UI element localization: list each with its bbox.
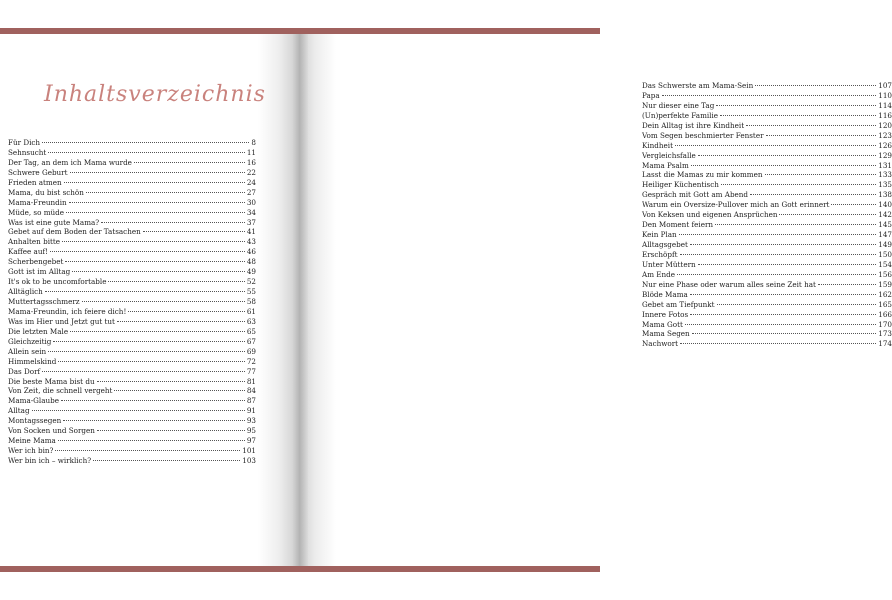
toc-entry-title: Innere Fotos [642,309,689,319]
toc-entry-page: 95 [246,426,256,436]
dot-leader [698,155,876,156]
toc-entry-page: 22 [246,167,256,177]
toc-entry-title: Mama-Glaube [8,396,59,406]
dot-leader [58,361,245,362]
dot-leader [55,450,240,451]
toc-entry-title: Sehnsucht [8,147,47,157]
toc-entry [642,260,892,270]
toc-entry-title: Nur dieser eine Tag [642,100,715,110]
toc-entry-title: Blöde Mama [642,289,688,299]
toc-entry-page: 154 [878,259,892,269]
dot-leader [114,390,244,391]
toc-entry-title: Vom Segen beschmierter Fenster [642,130,764,140]
toc-entry [8,178,256,188]
toc-entry-page: 135 [878,180,892,190]
dot-leader [108,281,244,282]
dot-leader [64,182,245,183]
toc-entry-page: 61 [246,306,256,316]
toc-entry [642,240,892,250]
dot-leader [69,202,245,203]
toc-entry-title: Gebet am Tiefpunkt [642,299,715,309]
toc-entry-page: 72 [246,356,256,366]
toc-entry-title: Allein sein [8,346,47,356]
toc-entry-page: 30 [246,197,256,207]
toc-entry-title: Mama-Freundin [8,197,67,207]
toc-entry-title: Gleichzeitig [8,336,52,346]
right-page [300,34,892,566]
toc-entry [642,300,892,310]
dot-leader [679,234,877,235]
dot-leader [45,291,245,292]
toc-entry-page: 87 [246,396,256,406]
dot-leader [50,251,245,252]
toc-entry-title: Mama Segen [642,329,690,339]
toc-entry-page: 48 [246,257,256,267]
toc-entry [8,237,256,247]
toc-entry-page: 110 [878,90,892,100]
toc-entry-page: 103 [242,456,256,465]
dot-leader [86,192,245,193]
dot-leader [750,194,876,195]
toc-entry [642,220,892,230]
dot-leader [42,371,245,372]
toc-entry [642,200,892,210]
dot-leader [690,294,876,295]
dot-leader [48,351,245,352]
toc-entry-page: 43 [246,237,256,247]
toc-entry-page: 114 [878,100,892,110]
toc-entry-title: Scherbengebet [8,257,64,267]
dot-leader [680,254,877,255]
toc-entry [8,227,256,237]
dot-leader [755,85,876,86]
toc-entry [8,218,256,228]
toc-entry-title: Von Socken und Sorgen [8,426,95,436]
toc-entry-title: Papa [642,90,660,100]
toc-entry [8,297,256,307]
dot-leader [746,125,876,126]
dot-leader [677,274,876,275]
toc-entry [8,446,256,456]
dot-leader [716,105,876,106]
toc-entry-page: 49 [246,267,256,277]
toc-entry-page: 166 [878,309,892,319]
dot-leader [42,142,249,143]
toc-entry-page: 69 [246,346,256,356]
dot-leader [675,145,876,146]
toc-entry [8,357,256,367]
toc-entry-title: Erschöpft [642,249,678,259]
toc-entry-title: Wer ich bin? [8,446,54,456]
dot-leader [70,331,245,332]
toc-entry-page: 126 [878,140,892,150]
toc-entry [8,198,256,208]
toc-entry-title: Die letzten Male [8,326,69,336]
toc-entry [642,280,892,290]
toc-entry-page: 67 [246,336,256,346]
toc-entry [642,329,892,339]
toc-entry-title: Mama Gott [642,319,683,329]
open-book [0,34,892,566]
toc-entry-page: 24 [246,177,256,187]
dot-leader [690,314,876,315]
dot-leader [72,271,245,272]
toc-entry [642,320,892,330]
toc-title: Inhaltsverzeichnis [44,82,266,107]
toc-entry-page: 16 [246,157,256,167]
toc-entry [8,386,256,396]
dot-leader [692,333,877,334]
toc-entry [8,416,256,426]
dot-leader [691,165,877,166]
dot-leader [70,172,245,173]
toc-entry-page: 133 [878,170,892,180]
toc-entry [8,277,256,287]
toc-entry-title: Alltäglich [8,287,43,297]
toc-entry-title: Kaffee auf! [8,247,49,257]
dot-leader [97,381,245,382]
dot-leader [61,400,245,401]
toc-entry-title: Muttertagsschmerz [8,297,80,306]
toc-entry [8,367,256,377]
toc-entry-title: Unter Müttern [642,259,696,269]
toc-entry-page: 63 [246,316,256,326]
toc-entry-title: Gespräch mit Gott am Abend [642,190,749,200]
toc-entry-title: Mama, du bist schön [8,187,84,197]
dot-leader [662,95,877,96]
toc-entry-title: Himmelskind [8,356,57,366]
toc-entry [8,148,256,158]
toc-entry [642,101,892,111]
toc-entry-page: 77 [246,366,256,376]
toc-entry [642,151,892,161]
toc-entry [8,287,256,297]
dot-leader [93,460,240,461]
toc-entry [8,317,256,327]
toc-entry-page: 140 [878,200,892,210]
dot-leader [765,174,877,175]
toc-entry [642,180,892,190]
toc-entry [8,188,256,198]
toc-entry [642,210,892,220]
toc-entry [642,91,892,101]
dot-leader [143,231,245,232]
dot-leader [685,324,876,325]
toc-entry-title: Nur eine Phase oder warum alles seine Zeit hat [642,279,816,289]
dot-leader [62,241,245,242]
toc-entry [642,339,892,349]
toc-entry-page: 156 [878,269,892,279]
dot-leader [117,321,245,322]
toc-entry-page: 8 [251,138,256,147]
toc-entry-title: Schwere Geburt [8,167,68,177]
toc-entry-title: (Un)perfekte Familie [642,110,719,120]
toc-entry [8,377,256,387]
toc-entry [8,208,256,218]
dot-leader [63,420,245,421]
dot-leader [48,152,245,153]
toc-entry-page: 174 [878,339,892,349]
toc-entry-page: 116 [878,110,892,120]
dot-leader [134,162,245,163]
toc-entry-title: Die beste Mama bist du [8,376,95,386]
toc-entry-page: 41 [246,227,256,237]
toc-entry-title: Anhalten bitte [8,237,61,247]
toc-entry [642,131,892,141]
toc-entry-title: Kein Plan [642,230,677,240]
toc-entry [8,307,256,317]
toc-entry [642,81,892,91]
dot-leader [690,244,876,245]
toc-entry-page: 27 [246,187,256,197]
toc-list-right [642,81,892,349]
dot-leader [65,261,244,262]
toc-entry-page: 97 [246,436,256,446]
toc-entry [8,456,256,466]
dot-leader [717,304,877,305]
toc-entry-page: 129 [878,150,892,160]
toc-entry [8,267,256,277]
toc-entry-page: 159 [878,279,892,289]
toc-entry [642,121,892,131]
toc-entry-title: Gott ist im Alltag [8,267,71,277]
toc-entry [8,158,256,168]
toc-entry-title: Gebet auf dem Boden der Tatsachen [8,227,141,237]
toc-entry-title: Von Keksen und eigenen Ansprüchen [642,210,778,220]
toc-entry-page: 84 [246,386,256,396]
toc-entry-title: Was ist eine gute Mama? [8,217,100,227]
dot-leader [97,430,245,431]
toc-entry [642,190,892,200]
toc-entry [642,250,892,260]
toc-entry-page: 138 [878,190,892,200]
toc-entry-title: Lasst die Mamas zu mir kommen [642,170,763,180]
toc-entry-page: 149 [878,240,892,249]
toc-entry [642,170,892,180]
toc-entry-page: 173 [878,329,892,339]
toc-entry-page: 65 [246,326,256,336]
toc-entry [8,327,256,337]
toc-entry [642,111,892,121]
dot-leader [766,135,877,136]
toc-entry-title: Den Moment feiern [642,220,714,230]
toc-entry-title: Von Zeit, die schnell vergeht [8,386,113,396]
toc-entry [642,290,892,300]
toc-entry-title: Frieden atmen [8,177,62,187]
toc-entry-title: Warum ein Oversize-Pullover mich an Gott erinnert [642,200,830,210]
book-gutter [292,34,308,566]
toc-entry-title: Kindheit [642,140,673,150]
toc-entry-page: 34 [246,207,256,217]
toc-entry-title: It's ok to be uncomfortable [8,277,107,287]
toc-entry-title: Alltagsgebet [642,240,688,249]
toc-entry [8,138,256,148]
toc-entry [8,436,256,446]
toc-entry-page: 150 [878,249,892,259]
left-page [0,34,300,566]
toc-entry-page: 120 [878,120,892,130]
toc-entry-title: Für Dich [8,138,41,147]
toc-entry [8,347,256,357]
toc-entry-page: 11 [246,147,256,157]
toc-entry-title: Das Dorf [8,366,41,376]
toc-entry [642,310,892,320]
toc-entry-page: 101 [242,446,256,456]
dot-leader [128,311,245,312]
dot-leader [66,212,245,213]
toc-entry [8,168,256,178]
toc-entry-title: Am Ende [642,269,676,279]
toc-entry-page: 123 [878,130,892,140]
dot-leader [779,214,876,215]
toc-entry-title: Wer bin ich – wirklich? [8,456,92,465]
toc-entry-title: Das Schwerste am Mama-Sein [642,81,754,90]
toc-entry-page: 131 [878,160,892,170]
toc-entry-title: Was im Hier und Jetzt gut tut [8,316,115,326]
dot-leader [82,301,245,302]
toc-entry-page: 91 [246,406,256,416]
toc-entry-page: 55 [246,287,256,297]
dot-leader [101,222,245,223]
toc-entry [8,406,256,416]
dot-leader [720,115,876,116]
toc-entry-page: 52 [246,277,256,287]
toc-entry-title: Müde, so müde [8,207,65,217]
toc-entry-page: 37 [246,217,256,227]
toc-entry-page: 46 [246,247,256,257]
toc-entry-page: 58 [246,297,256,306]
toc-entry-title: Meine Mama [8,436,56,446]
toc-entry-title: Der Tag, an dem ich Mama wurde [8,157,132,167]
toc-entry-title: Mama Psalm [642,160,689,170]
toc-entry-title: Heiliger Küchentisch [642,180,719,190]
toc-entry-page: 162 [878,289,892,299]
toc-entry-title: Dein Alltag ist ihre Kindheit [642,120,745,130]
toc-entry-page: 147 [878,230,892,240]
toc-entry [8,257,256,267]
dot-leader [698,264,877,265]
dot-leader [831,204,876,205]
toc-entry-title: Montagssegen [8,416,62,426]
toc-entry [642,230,892,240]
toc-entry [8,396,256,406]
toc-entry-title: Mama-Freundin, ich feiere dich! [8,306,127,316]
dot-leader [721,184,876,185]
toc-entry-page: 170 [878,319,892,329]
toc-entry [8,426,256,436]
dot-leader [818,284,876,285]
dot-leader [58,440,245,441]
toc-entry [8,337,256,347]
toc-entry-page: 165 [878,299,892,309]
toc-entry-page: 142 [878,210,892,220]
toc-entry-page: 81 [246,376,256,386]
toc-entry [642,141,892,151]
toc-entry-title: Alltag [8,406,30,416]
toc-list-left [8,138,256,466]
dot-leader [53,341,244,342]
toc-entry-title: Nachwort [642,339,679,349]
toc-entry [642,270,892,280]
dot-leader [715,224,876,225]
toc-entry-page: 93 [246,416,256,426]
dot-leader [32,410,245,411]
toc-entry-title: Vergleichsfalle [642,150,696,160]
toc-entry [8,247,256,257]
toc-entry-page: 145 [878,220,892,230]
toc-entry [642,161,892,171]
dot-leader [680,343,876,344]
toc-entry-page: 107 [878,81,892,90]
